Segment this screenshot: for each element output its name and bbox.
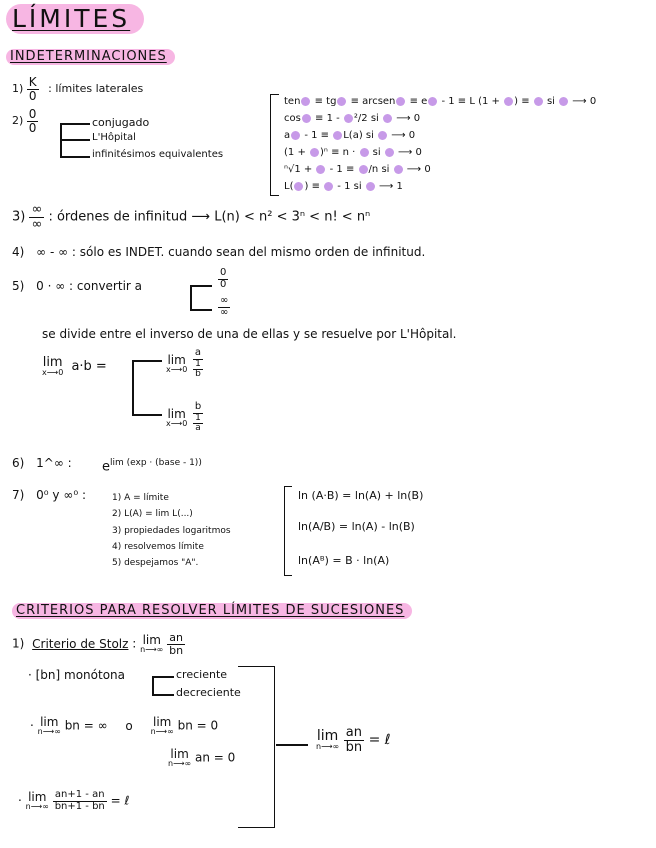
item-number: 6) — [12, 456, 25, 470]
item-5 — [12, 279, 142, 293]
placeholder-dot — [316, 165, 325, 174]
step-5: 5) despejamos "A". — [112, 558, 199, 568]
placeholder-dot — [383, 114, 392, 123]
item-text: 1^∞ : — [36, 456, 72, 470]
stolz-cond-4: · lim n⟶∞ $\frac{an+1 - an}{bn+1 - bn}$ = ℓ — [18, 789, 130, 812]
branch-infinitesimos: infinitésimos equivalentes — [92, 149, 224, 160]
stolz-header: 1) Criterio de Stolz : lim n⟶∞ $\frac{an}{bn}$ — [12, 631, 184, 657]
item-6-result: $e^{lim (exp \cdot (base - 1))}$ — [102, 458, 202, 475]
log-prop-1: ln (A·B) = ln(A) + ln(B) — [298, 489, 424, 502]
item-5-note: se divide entre el inverso de una de ellas y se resuelve por L'Hôpital. — [42, 327, 457, 341]
fraction: $\frac{0}{0}$ — [28, 107, 37, 135]
item-3 — [12, 203, 370, 231]
step-2: 2) L(A) = lim L(...) — [112, 509, 193, 519]
item-text: ∞ - ∞ : sólo es INDET. cuando sean del mismo orden de infinitud. — [36, 245, 426, 259]
mono-decreciente: decreciente — [176, 686, 241, 699]
placeholder-dot — [366, 182, 375, 191]
item-4 — [12, 245, 425, 259]
item-2 — [12, 108, 38, 134]
fraction-option-1: $\frac{0}{0}$ — [220, 267, 227, 290]
fraction-option-2: ∞ ∞ — [220, 295, 229, 318]
placeholder-dot — [333, 131, 342, 140]
item-5-formula: lim x⟶0 a·b = — [42, 355, 107, 377]
equivalence-row: ⁿ√1 + - 1 ≡ /n si ⟶ 0 — [284, 164, 431, 175]
stolz-result: lim n⟶∞ $\frac{an}{bn}$ = ℓ — [316, 725, 391, 755]
item-text: 0 · ∞ : convertir a — [36, 279, 143, 293]
branch-conjugado: conjugado — [92, 116, 150, 129]
section-indeterminaciones: INDETERMINACIONES — [6, 49, 175, 65]
limit: lim x⟶0 — [42, 355, 64, 377]
item-1 — [12, 76, 143, 102]
placeholder-dot — [378, 131, 387, 140]
log-prop-2: ln(A/B) = ln(A) - ln(B) — [298, 520, 415, 533]
item-text: 0⁰ y ∞⁰ : — [36, 488, 86, 502]
mono-creciente: creciente — [176, 668, 228, 681]
item-number: 2) — [12, 114, 24, 128]
fraction: $\frac{\infty}{\infty}$ — [31, 202, 43, 232]
equivalence-row: cos ≡ 1 - ²/2 si ⟶ 0 — [284, 113, 421, 124]
equivalence-row: L( ) ≡ - 1 si ⟶ 1 — [284, 181, 403, 192]
item-number: 5) — [12, 279, 25, 293]
placeholder-dot — [301, 97, 310, 106]
item-number: 3) — [12, 209, 26, 225]
section-criterios: CRITERIOS PARA RESOLVER LÍMITES DE SUCESIONES — [12, 603, 412, 619]
item-number: 1) — [12, 82, 24, 96]
placeholder-dot — [337, 97, 346, 106]
placeholder-dot — [310, 148, 319, 157]
item-number: 7) — [12, 488, 25, 502]
placeholder-dot — [302, 114, 311, 123]
equivalence-row: a - 1 ≡ L(a) si ⟶ 0 — [284, 130, 416, 141]
item-number: 4) — [12, 245, 25, 259]
placeholder-dot — [291, 131, 300, 140]
stolz-cond-1: · lim n⟶∞ bn = ∞ o lim n⟶∞ bn = 0 — [30, 715, 219, 736]
placeholder-dot — [559, 97, 568, 106]
placeholder-dot — [396, 97, 405, 106]
branch-lhopital: L'Hôpital — [92, 132, 136, 143]
equivalence-row: ten ≡ tg ≡ arcsen ≡ e - 1 ≡ L (1 + ) ≡ si ⟶ 0 — [284, 96, 597, 107]
equivalence-row: (1 + )ⁿ ≡ n · si ⟶ 0 — [284, 147, 422, 158]
placeholder-dot — [294, 182, 303, 191]
placeholder-dot — [324, 182, 333, 191]
placeholder-dot — [504, 97, 513, 106]
item-text: : límites laterales — [48, 82, 144, 96]
placeholder-dot — [394, 165, 403, 174]
placeholder-dot — [534, 97, 543, 106]
stolz-monotone: · [bn] monótona — [28, 668, 126, 682]
step-4: 4) resolvemos límite — [112, 542, 204, 552]
step-1: 1) A = límite — [112, 493, 169, 503]
placeholder-dot — [359, 165, 368, 174]
placeholder-dot — [360, 148, 369, 157]
page-title: LÍMITES — [6, 4, 144, 34]
branch-b-over-1a: lim x⟶0 $\frac{b}{\frac{1}{a}}$ — [166, 401, 202, 433]
placeholder-dot — [385, 148, 394, 157]
step-3: 3) propiedades logaritmos — [112, 526, 231, 536]
branch-a-over-1b: lim x⟶0 $\frac{a}{\frac{1}{b}}$ — [166, 347, 202, 379]
fraction: $\frac{K}{0}$ — [28, 75, 37, 103]
item-7 — [12, 488, 86, 502]
item-6 — [12, 456, 72, 470]
log-prop-3: ln(Aᴮ) = B · ln(A) — [298, 554, 390, 567]
item-text: : órdenes de infinitud ⟶ L(n) < n² < 3ⁿ < n! < nⁿ — [48, 209, 371, 225]
stolz-cond-3: lim n⟶∞ an = 0 — [168, 747, 236, 768]
placeholder-dot — [344, 114, 353, 123]
placeholder-dot — [428, 97, 437, 106]
